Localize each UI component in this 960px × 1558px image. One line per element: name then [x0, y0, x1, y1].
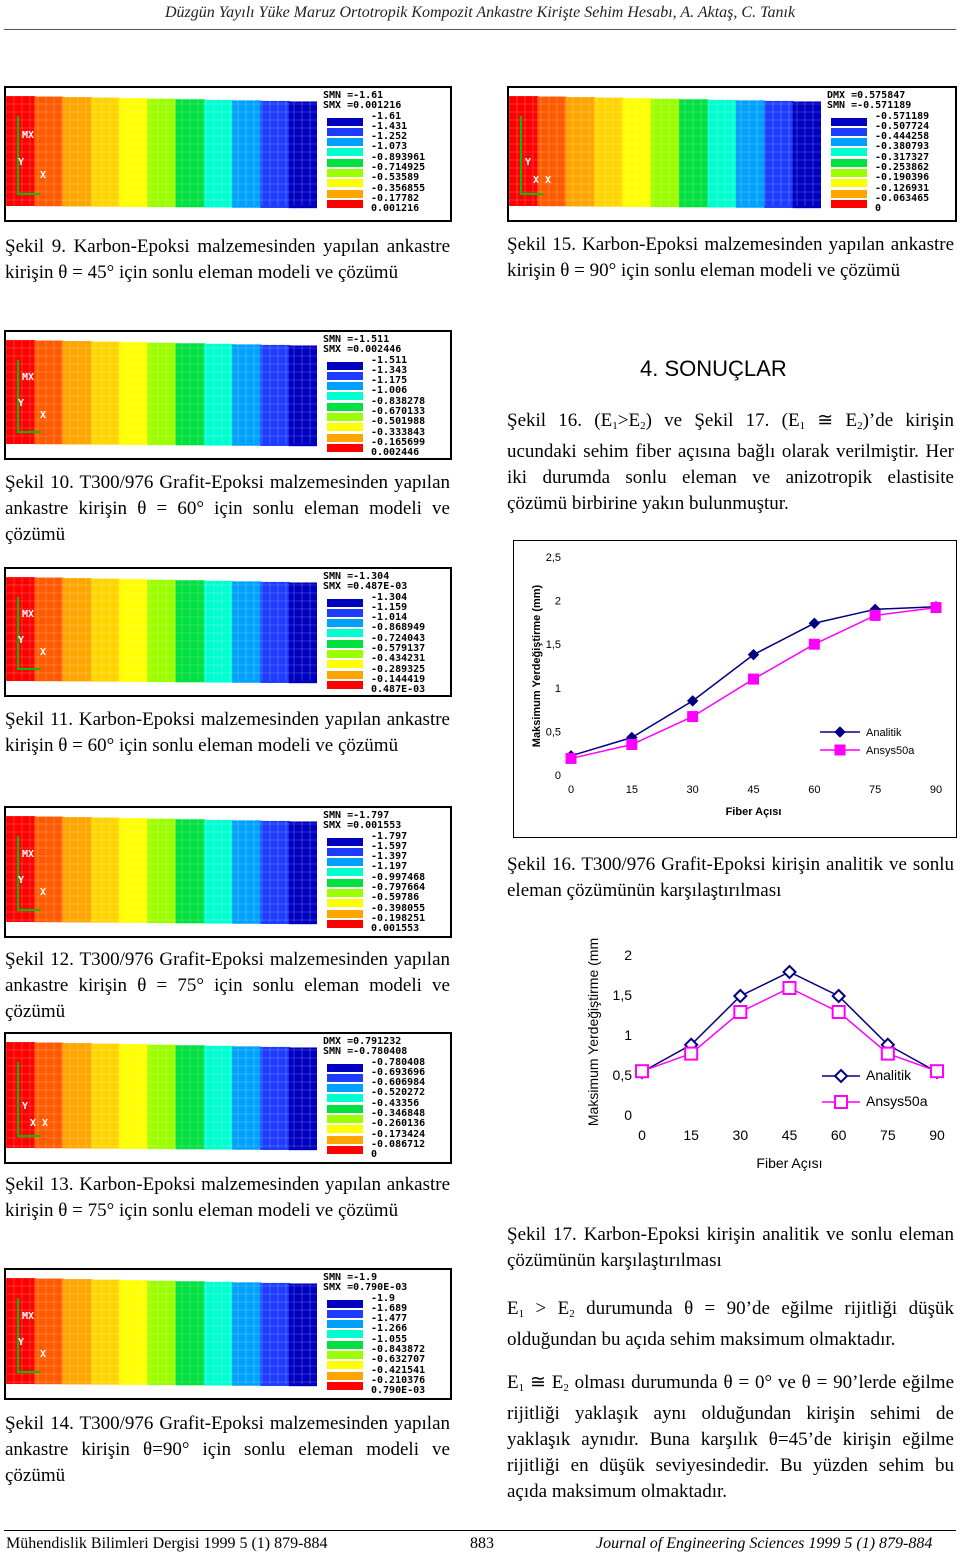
data-point	[685, 1048, 697, 1060]
contour-band	[63, 817, 92, 922]
x-tick-label: 60	[808, 784, 821, 796]
chart-legend	[820, 727, 915, 757]
contour-band	[289, 1047, 317, 1150]
legend-header-line: SMN =-1.304	[323, 571, 390, 582]
legend-value: -1.266	[371, 1323, 408, 1335]
legend-label: Analitik	[866, 727, 902, 739]
contour-band	[91, 1044, 120, 1149]
data-point	[931, 603, 941, 613]
text-run: >E	[617, 410, 641, 431]
model-axis-label: X	[40, 410, 47, 422]
contour-band	[204, 344, 233, 446]
x-tick-label: 45	[747, 784, 760, 796]
legend-label: Analitik	[866, 1067, 912, 1083]
x-tick-label: 60	[830, 1127, 847, 1143]
data-point	[835, 745, 845, 755]
legend-row	[827, 204, 929, 214]
legend-value: -0.333843	[371, 426, 426, 438]
legend-value: 0.790E-03	[371, 1385, 426, 1397]
y-tick-label: 1,5	[545, 639, 561, 652]
contour-band	[63, 1279, 92, 1384]
model-axis-label: Y	[18, 874, 25, 886]
data-point	[636, 1065, 648, 1077]
contour-band	[204, 581, 233, 683]
contour-legend	[323, 811, 425, 935]
model-axis-label: MX	[22, 130, 35, 142]
x-tick-label: 30	[686, 784, 699, 796]
legend-value: -0.434231	[371, 653, 426, 665]
contour-band	[63, 1043, 92, 1148]
text-run: ≅ E	[805, 410, 858, 431]
model-axis-label: Y	[18, 1336, 25, 1348]
y-tick-label: 1	[624, 1027, 632, 1043]
contour-band	[651, 99, 680, 207]
legend-value: -0.289325	[371, 663, 426, 675]
contour-legend	[323, 1037, 425, 1161]
legend-value: -0.893961	[371, 151, 426, 163]
x-tick-label: 30	[732, 1127, 749, 1143]
caption-fig16: Şekil 16. T300/976 Grafit-Epoksi kirişin analitik ve sonlu eleman çözümünün karşılaştırılması	[507, 854, 954, 901]
legend-value: -0.843872	[371, 1344, 426, 1356]
legend-value: -1.477	[371, 1313, 408, 1325]
contour-band	[260, 582, 289, 683]
contour-band	[91, 818, 120, 923]
y-tick-label: 0,5	[612, 1067, 632, 1083]
contour-band	[708, 100, 737, 208]
legend-value: -0.356855	[371, 182, 426, 194]
text-run: olması durumunda θ = 0° ve θ = 90’lerde eğilme rijitliği yaklaşık aynı olduğundan kirişin sehimi de yaklaşık aynıdır. Buna karşılık θ=45’de kirişin eğilme rijitliği en düşük seviyesindedir. Bu yüzden sehim bu açıda maksimum olmaktadır.	[507, 1372, 955, 1502]
model-axis-label: MX	[22, 372, 35, 384]
legend-value: -0.501988	[371, 416, 426, 428]
data-point	[870, 610, 880, 620]
legend-value: -0.571189	[875, 110, 930, 122]
contour-band	[736, 100, 765, 207]
legend-value: -0.063465	[875, 192, 930, 204]
y-axis-label: Maksimum Yerdeğiştirme (mm	[585, 937, 601, 1127]
contour-band	[6, 96, 35, 206]
y-axis-label: Maksimum Yerdeğiştirme (mm)	[531, 584, 543, 748]
caption-fig11: Şekil 11. Karbon-Epoksi malzemesinden yapılan ankastre kirişin θ = 60° için sonlu eleman modeli ve çözümü	[5, 709, 450, 756]
model-axis-label: X	[40, 647, 47, 659]
legend-header-line: SMX =0.790E-03	[323, 1282, 408, 1294]
contour-legend	[323, 1273, 425, 1397]
contour-band	[232, 100, 261, 207]
legend-value: -0.346848	[371, 1108, 426, 1120]
legend-header-line: SMN =-0.571189	[827, 100, 912, 112]
legend-value: -0.173424	[371, 1128, 426, 1140]
legend-value: -1.397	[371, 851, 408, 863]
contour-band	[6, 577, 35, 681]
legend-value: -0.780408	[371, 1056, 426, 1068]
legend-header-line: SMX =0.001553	[323, 820, 402, 832]
legend-value: -0.53589	[371, 172, 420, 184]
x-tick-label: 45	[781, 1127, 798, 1143]
fe-beam-model	[6, 1034, 317, 1162]
subscript: 2	[563, 1382, 569, 1394]
chart-fig16-frame	[513, 540, 957, 838]
x-tick-label: 15	[625, 784, 638, 796]
data-point	[882, 1048, 894, 1060]
legend-header-line: SMN =-1.9	[323, 1272, 378, 1283]
x-tick-label: 15	[683, 1127, 699, 1143]
legend-value: -0.632707	[371, 1354, 426, 1366]
legend-header-line: DMX =0.791232	[323, 1036, 402, 1047]
legend-header-line: DMX =0.575847	[827, 90, 906, 101]
data-point	[835, 1070, 847, 1082]
legend-value: -1.055	[371, 1333, 408, 1345]
legend-value: -1.014	[371, 612, 408, 624]
data-point	[627, 739, 637, 749]
subscript: 1	[518, 1382, 525, 1394]
legend-value: -0.520272	[371, 1087, 426, 1099]
contour-band	[204, 1046, 233, 1150]
x-axis-label: Fiber Açısı	[725, 806, 782, 818]
fe-beam-model	[6, 1270, 317, 1398]
data-point	[749, 674, 759, 684]
caption-fig12: Şekil 12. T300/976 Grafit-Epoksi malzemesinden yapılan ankastre kirişin θ = 75° için sonlu eleman modeli ve çözümü	[5, 949, 450, 1022]
legend-value: 0.001216	[371, 203, 420, 215]
text-run: ≅ E	[524, 1372, 564, 1393]
legend-header-line: SMX =0.487E-03	[323, 581, 408, 593]
data-point	[688, 712, 698, 722]
figure-14	[4, 1268, 452, 1400]
model-axis-label: MX	[22, 848, 35, 860]
text-run: durumunda θ = 90’de eğilme rijitliği düşük olduğundan bu açıda sehim maksimum olmaktadır.	[507, 1298, 954, 1350]
x-tick-label: 0	[567, 784, 575, 796]
text-run: E	[507, 1372, 519, 1393]
figure-13	[4, 1032, 452, 1164]
footer-right: Journal of Engineering Sciences 1999 5 (1) 879-884	[596, 1535, 933, 1552]
legend-header-line: SMN =-1.511	[323, 334, 390, 345]
legend-row	[323, 204, 425, 214]
text-run: > E	[524, 1298, 570, 1319]
legend-value: -1.797	[371, 830, 408, 842]
legend-value: -0.670133	[371, 406, 426, 418]
legend-value: -0.165699	[371, 436, 426, 448]
subscript: 2	[857, 420, 863, 432]
section-heading: 4. SONUÇLAR	[640, 356, 787, 381]
legend-value: 0.002446	[371, 447, 420, 459]
legend-value: -0.444258	[875, 131, 930, 143]
legend-value: -0.606984	[371, 1077, 426, 1089]
text-run: E	[507, 1298, 519, 1319]
caption-fig9: Şekil 9. Karbon-Epoksi malzemesinden yapılan ankastre kirişin θ = 45° için sonlu eleman modeli ve çözümü	[5, 236, 450, 283]
contour-band	[204, 1282, 233, 1386]
legend-value: -0.17782	[371, 192, 420, 204]
legend-value: -0.253862	[875, 162, 930, 174]
contour-legend	[827, 91, 929, 215]
model-axis-label: X	[40, 887, 47, 899]
fe-beam-model	[6, 332, 317, 458]
data-point	[784, 966, 796, 978]
legend-row	[323, 685, 425, 695]
legend-value: -0.693696	[371, 1066, 426, 1078]
data-point	[734, 1006, 746, 1018]
model-axis-label: Y	[18, 634, 25, 646]
contour-band	[34, 97, 63, 207]
caption-fig14: Şekil 14. T300/976 Grafit-Epoksi malzemesinden yapılan ankastre kirişin θ=90° için sonlu eleman modeli ve çözümü	[5, 1413, 450, 1486]
model-axis-label: X	[40, 169, 47, 181]
caption-fig15: Şekil 15. Karbon-Epoksi malzemesinden yapılan ankastre kirişin θ = 90° için sonlu eleman modeli ve çözümü	[507, 234, 954, 281]
contour-band	[34, 1043, 63, 1149]
data-point	[784, 982, 796, 994]
y-tick-label: 2	[554, 595, 561, 608]
legend-value: -0.190396	[875, 172, 930, 184]
legend-value: -0.868949	[371, 622, 426, 634]
figure-9	[4, 86, 452, 222]
subscript: 1	[612, 420, 618, 432]
running-header: Düzgün Yayılı Yüke Maruz Ortotropik Kompozit Ankastre Kirişte Sehim Hesabı, A. Aktaş, C. Tanık	[164, 4, 796, 21]
legend-value: -0.59786	[371, 892, 420, 904]
contour-band	[34, 1279, 63, 1385]
legend-row	[323, 1150, 425, 1160]
contour-legend	[323, 91, 425, 215]
x-tick-label: 75	[869, 784, 882, 796]
contour-band	[63, 578, 92, 681]
y-tick-label: 2	[624, 947, 632, 963]
legend-value: -0.260136	[371, 1118, 426, 1130]
contour-band	[91, 579, 120, 682]
fe-beam-model	[6, 88, 317, 220]
legend-value: -1.597	[371, 840, 408, 852]
y-tick-label: 1	[554, 682, 561, 695]
contour-band	[147, 1281, 176, 1385]
contour-band	[63, 341, 92, 444]
model-axis-label: MX	[22, 609, 35, 621]
text-run: Şekil 16. (E	[507, 410, 613, 431]
legend-value: -0.507724	[875, 120, 930, 132]
contour-band	[289, 821, 317, 924]
legend-label: Ansys50a	[866, 1093, 928, 1109]
figure-11	[4, 567, 452, 697]
data-point	[835, 727, 845, 737]
contour-band	[204, 820, 233, 924]
contour-band	[679, 99, 708, 207]
legend-value: -0.838278	[371, 395, 426, 407]
contour-band	[204, 100, 233, 208]
contour-band	[260, 1283, 289, 1386]
caption-fig13: Şekil 13. Karbon-Epoksi malzemesinden yapılan ankastre kirişin θ = 75° için sonlu eleman modeli ve çözümü	[5, 1174, 450, 1221]
header-rule	[4, 29, 956, 30]
x-tick-label: 0	[638, 1127, 646, 1143]
legend-value: -0.144419	[371, 673, 426, 685]
contour-band	[232, 581, 261, 682]
x-tick-label: 90	[929, 1127, 945, 1143]
legend-value: 0.487E-03	[371, 684, 426, 696]
model-axis-label: MX	[22, 1310, 35, 1322]
fe-beam-model	[509, 88, 821, 220]
legend-value: -0.210376	[371, 1374, 426, 1386]
legend-value: -0.997468	[371, 871, 426, 883]
legend-value: -1.511	[371, 354, 408, 366]
legend-row	[323, 924, 425, 934]
legend-value: -1.9	[371, 1292, 396, 1304]
contour-band	[147, 819, 176, 923]
legend-value: -1.343	[371, 364, 408, 376]
contour-band	[91, 1280, 120, 1385]
legend-value: -1.61	[371, 110, 402, 122]
chart-legend	[822, 1067, 928, 1109]
contour-band	[147, 343, 176, 445]
legend-value: -1.431	[371, 120, 408, 132]
figure-15	[507, 86, 957, 222]
model-axis-label: Y	[22, 1100, 29, 1112]
figure-12	[4, 806, 452, 938]
data-point	[809, 639, 819, 649]
legend-value: 0	[875, 203, 882, 215]
legend-value: -1.197	[371, 861, 408, 873]
fe-beam-model	[6, 808, 317, 936]
contour-legend	[323, 335, 425, 459]
contour-band	[147, 580, 176, 682]
figure-10	[4, 330, 452, 460]
data-point	[835, 1096, 847, 1108]
contour-band	[537, 97, 566, 207]
legend-value: -0.724043	[371, 632, 426, 644]
legend-value: -0.398055	[371, 902, 426, 914]
legend-value: -0.714925	[371, 162, 426, 174]
legend-value: 0	[371, 1149, 378, 1161]
model-axis-label: X X	[533, 175, 552, 187]
subscript: 1	[518, 1308, 525, 1320]
text-run: ) ve Şekil 17. (E	[645, 410, 800, 431]
legend-header-line: SMN =-0.780408	[323, 1046, 408, 1058]
caption-fig10: Şekil 10. T300/976 Grafit-Epoksi malzemesinden yapılan ankastre kirişin θ = 60° için sonlu eleman modeli ve çözümü	[5, 472, 450, 545]
model-axis-label: Y	[18, 397, 25, 409]
legend-row	[323, 1386, 425, 1396]
data-point	[931, 1065, 943, 1077]
legend-header-line: SMN =-1.797	[323, 810, 390, 821]
legend-value: -0.43356	[371, 1097, 420, 1109]
footer-rule	[4, 1530, 956, 1531]
subscript: 2	[569, 1308, 575, 1320]
legend-value: -0.380793	[875, 141, 930, 153]
legend-value: -0.198251	[371, 912, 426, 924]
contour-band	[509, 96, 538, 206]
subscript: 2	[640, 420, 646, 432]
contour-band	[260, 345, 289, 446]
data-point	[809, 618, 819, 628]
legend-value: -1.689	[371, 1302, 408, 1314]
legend-label: Ansys50a	[866, 745, 915, 757]
chart-fig17-frame	[584, 922, 957, 1182]
model-axis-label: X	[40, 1349, 47, 1361]
legend-row	[323, 448, 425, 458]
y-tick-label: 0	[624, 1107, 632, 1123]
paragraph-2	[507, 1296, 954, 1353]
contour-band	[260, 1047, 289, 1150]
contour-band	[6, 340, 35, 444]
contour-band	[91, 342, 120, 445]
chart-fig16	[514, 541, 958, 839]
paragraph-1	[507, 408, 954, 517]
model-axis-label: Y	[525, 156, 532, 168]
fe-beam-model	[6, 569, 317, 695]
legend-value: -1.252	[371, 131, 408, 143]
data-point	[833, 1006, 845, 1018]
legend-value: -1.159	[371, 601, 408, 613]
subscript: 1	[799, 420, 806, 432]
model-axis-label: X X	[30, 1118, 49, 1130]
legend-value: -0.579137	[371, 643, 426, 655]
caption-fig17: Şekil 17. Karbon-Epoksi kirişin analitik ve sonlu eleman çözümünün karşılaştırılması	[507, 1224, 954, 1271]
y-tick-label: 2,5	[545, 552, 561, 564]
x-tick-label: 75	[880, 1127, 896, 1143]
legend-value: -0.317327	[875, 151, 930, 163]
legend-header-line: SMN =-1.61	[323, 90, 384, 101]
legend-value: -1.073	[371, 141, 408, 153]
legend-value: -1.304	[371, 591, 408, 603]
contour-band	[232, 344, 261, 445]
data-point	[566, 753, 576, 763]
contour-band	[34, 817, 63, 923]
legend-value: -0.126931	[875, 182, 930, 194]
y-tick-label: 1,5	[612, 987, 632, 1003]
legend-value: -1.006	[371, 385, 408, 397]
chart-fig17	[584, 922, 957, 1182]
contour-band	[289, 1283, 317, 1386]
legend-header-line: SMX =0.002446	[323, 344, 402, 356]
contour-legend	[323, 572, 425, 696]
x-tick-label: 90	[929, 784, 943, 796]
text-run: )’de kirişin ucundaki sehim fiber açısına bağlı olarak verilmiştir. Her iki durumda sonlu eleman ve anizotropik elastisite çözümü birbirine yakın bulunmuştur.	[507, 410, 954, 514]
contour-band	[260, 821, 289, 924]
model-axis-label: Y	[18, 156, 25, 168]
y-tick-label: 0	[554, 770, 561, 782]
contour-band	[147, 1045, 176, 1149]
legend-value: -0.797664	[371, 882, 426, 894]
legend-value: -0.086712	[371, 1138, 426, 1150]
legend-header-line: SMX =0.001216	[323, 100, 402, 112]
y-tick-label: 0,5	[545, 726, 561, 739]
contour-band	[147, 99, 176, 207]
footer-left: Mühendislik Bilimleri Dergisi 1999 5 (1) 879-884	[6, 1535, 328, 1552]
legend-value: -1.175	[371, 375, 408, 387]
x-axis-label: Fiber Açısı	[756, 1155, 823, 1171]
paragraph-3	[507, 1370, 954, 1505]
legend-value: -0.421541	[371, 1364, 426, 1376]
legend-value: 0.001553	[371, 923, 420, 935]
footer-page-number: 883	[470, 1535, 494, 1552]
